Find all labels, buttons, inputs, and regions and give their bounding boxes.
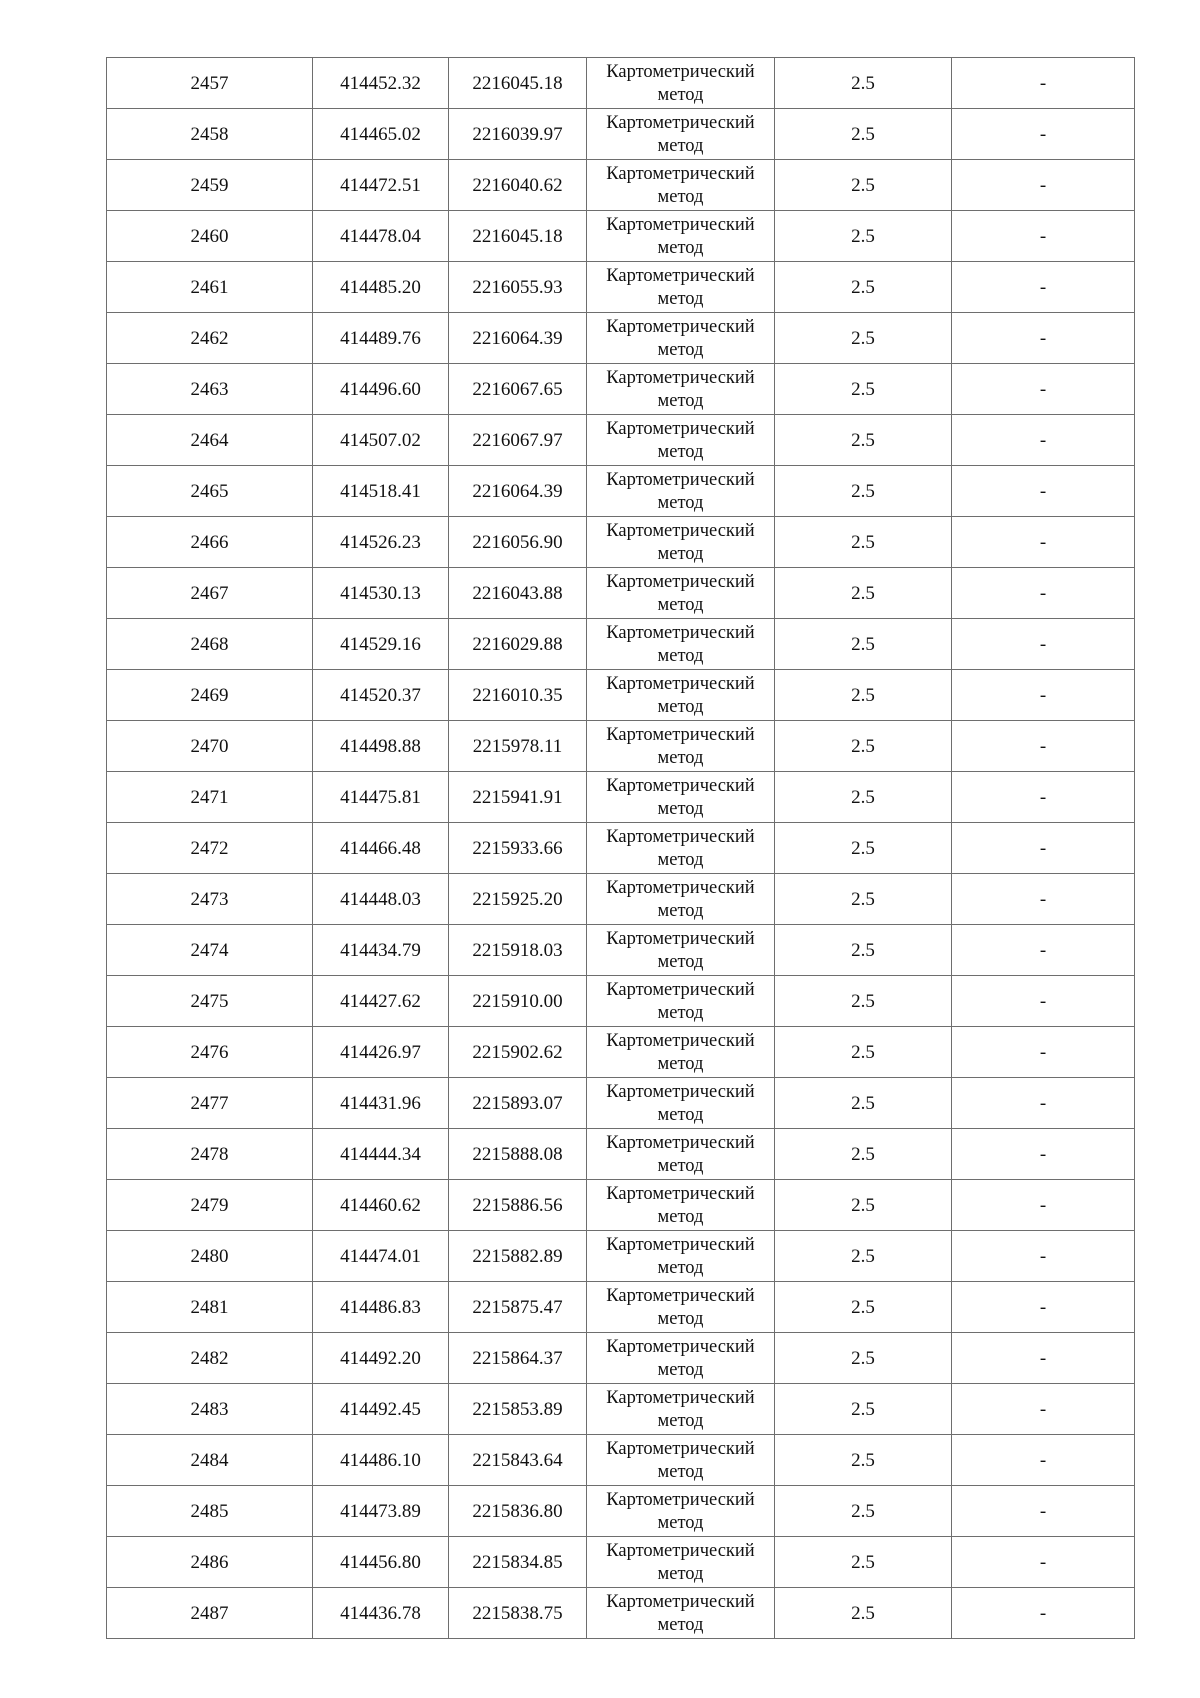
- coordinates-table: [106, 57, 1135, 1639]
- method-label-line2: метод: [657, 544, 704, 564]
- method-label-line1: Картометрический: [606, 1184, 755, 1204]
- x-coordinate-cell: 414472.51: [313, 160, 449, 211]
- accuracy-cell: 2.5: [775, 823, 952, 874]
- point-number-cell: 2461: [107, 262, 313, 313]
- method-cell: [587, 364, 775, 415]
- note-cell: -: [952, 1333, 1135, 1384]
- point-number-cell: 2487: [107, 1588, 313, 1639]
- table-row: [107, 313, 1135, 364]
- method-label-line1: Картометрический: [606, 572, 755, 592]
- note-cell: -: [952, 1180, 1135, 1231]
- y-coordinate-cell: 2215902.62: [449, 1027, 587, 1078]
- note-cell: -: [952, 823, 1135, 874]
- method-label-line1: Картометрический: [606, 776, 755, 796]
- method-cell: [587, 466, 775, 517]
- table-row: [107, 1180, 1135, 1231]
- x-coordinate-cell: 414460.62: [313, 1180, 449, 1231]
- note-cell: -: [952, 211, 1135, 262]
- accuracy-cell: 2.5: [775, 1180, 952, 1231]
- note-cell: -: [952, 1231, 1135, 1282]
- method-cell: [587, 721, 775, 772]
- y-coordinate-cell: 2215853.89: [449, 1384, 587, 1435]
- method-cell: [587, 1078, 775, 1129]
- method-cell: [587, 1231, 775, 1282]
- table-row: [107, 1027, 1135, 1078]
- method-label-line1: Картометрический: [606, 929, 755, 949]
- y-coordinate-cell: 2215875.47: [449, 1282, 587, 1333]
- method-label-line1: Картометрический: [606, 470, 755, 490]
- accuracy-cell: 2.5: [775, 1129, 952, 1180]
- x-coordinate-cell: 414475.81: [313, 772, 449, 823]
- method-label-line1: Картометрический: [606, 1286, 755, 1306]
- table-row: [107, 1486, 1135, 1537]
- point-number-cell: 2486: [107, 1537, 313, 1588]
- x-coordinate-cell: 414427.62: [313, 976, 449, 1027]
- method-cell: [587, 1384, 775, 1435]
- method-label-line1: Картометрический: [606, 1082, 755, 1102]
- point-number-cell: 2465: [107, 466, 313, 517]
- method-label-line1: Картометрический: [606, 521, 755, 541]
- accuracy-cell: 2.5: [775, 1537, 952, 1588]
- method-cell: [587, 517, 775, 568]
- method-cell: [587, 1537, 775, 1588]
- table-row: [107, 1129, 1135, 1180]
- point-number-cell: 2471: [107, 772, 313, 823]
- table-row: [107, 415, 1135, 466]
- accuracy-cell: 2.5: [775, 1027, 952, 1078]
- method-cell: [587, 109, 775, 160]
- point-number-cell: 2478: [107, 1129, 313, 1180]
- table-row: [107, 1231, 1135, 1282]
- x-coordinate-cell: 414431.96: [313, 1078, 449, 1129]
- point-number-cell: 2462: [107, 313, 313, 364]
- method-cell: [587, 1027, 775, 1078]
- accuracy-cell: 2.5: [775, 976, 952, 1027]
- x-coordinate-cell: 414526.23: [313, 517, 449, 568]
- method-label-line2: метод: [657, 1258, 704, 1278]
- point-number-cell: 2458: [107, 109, 313, 160]
- y-coordinate-cell: 2215886.56: [449, 1180, 587, 1231]
- table-row: [107, 58, 1135, 109]
- method-label-line1: Картометрический: [606, 1031, 755, 1051]
- method-label-line2: метод: [657, 1513, 704, 1533]
- method-cell: [587, 1129, 775, 1180]
- table-row: [107, 160, 1135, 211]
- y-coordinate-cell: 2216010.35: [449, 670, 587, 721]
- table-row: [107, 1078, 1135, 1129]
- method-label-line2: метод: [657, 289, 704, 309]
- y-coordinate-cell: 2215941.91: [449, 772, 587, 823]
- method-label-line1: Картометрический: [606, 317, 755, 337]
- point-number-cell: 2470: [107, 721, 313, 772]
- accuracy-cell: 2.5: [775, 619, 952, 670]
- y-coordinate-cell: 2215834.85: [449, 1537, 587, 1588]
- note-cell: -: [952, 364, 1135, 415]
- accuracy-cell: 2.5: [775, 721, 952, 772]
- accuracy-cell: 2.5: [775, 925, 952, 976]
- table-row: [107, 109, 1135, 160]
- method-label-line2: метод: [657, 1309, 704, 1329]
- accuracy-cell: 2.5: [775, 1078, 952, 1129]
- y-coordinate-cell: 2215864.37: [449, 1333, 587, 1384]
- point-number-cell: 2469: [107, 670, 313, 721]
- y-coordinate-cell: 2215882.89: [449, 1231, 587, 1282]
- method-cell: [587, 1333, 775, 1384]
- x-coordinate-cell: 414465.02: [313, 109, 449, 160]
- accuracy-cell: 2.5: [775, 313, 952, 364]
- y-coordinate-cell: 2216045.18: [449, 58, 587, 109]
- accuracy-cell: 2.5: [775, 1333, 952, 1384]
- method-label-line1: Картометрический: [606, 62, 755, 82]
- method-cell: [587, 823, 775, 874]
- accuracy-cell: 2.5: [775, 1282, 952, 1333]
- method-label-line2: метод: [657, 1411, 704, 1431]
- note-cell: -: [952, 1588, 1135, 1639]
- point-number-cell: 2473: [107, 874, 313, 925]
- point-number-cell: 2468: [107, 619, 313, 670]
- method-cell: [587, 976, 775, 1027]
- x-coordinate-cell: 414436.78: [313, 1588, 449, 1639]
- note-cell: -: [952, 976, 1135, 1027]
- x-coordinate-cell: 414489.76: [313, 313, 449, 364]
- method-label-line2: метод: [657, 952, 704, 972]
- accuracy-cell: 2.5: [775, 211, 952, 262]
- table-row: [107, 670, 1135, 721]
- accuracy-cell: 2.5: [775, 160, 952, 211]
- method-label-line1: Картометрический: [606, 215, 755, 235]
- table-row: [107, 976, 1135, 1027]
- point-number-cell: 2484: [107, 1435, 313, 1486]
- method-label-line2: метод: [657, 1156, 704, 1176]
- coordinates-table-body: [107, 58, 1135, 1639]
- method-label-line1: Картометрический: [606, 1490, 755, 1510]
- note-cell: -: [952, 925, 1135, 976]
- point-number-cell: 2457: [107, 58, 313, 109]
- x-coordinate-cell: 414448.03: [313, 874, 449, 925]
- x-coordinate-cell: 414492.20: [313, 1333, 449, 1384]
- method-label-line2: метод: [657, 1207, 704, 1227]
- x-coordinate-cell: 414498.88: [313, 721, 449, 772]
- method-label-line2: метод: [657, 697, 704, 717]
- method-cell: [587, 619, 775, 670]
- method-label-line1: Картометрический: [606, 1235, 755, 1255]
- table-row: [107, 1333, 1135, 1384]
- y-coordinate-cell: 2216064.39: [449, 466, 587, 517]
- note-cell: -: [952, 1537, 1135, 1588]
- table-row: [107, 823, 1135, 874]
- method-label-line1: Картометрический: [606, 1388, 755, 1408]
- method-cell: [587, 1588, 775, 1639]
- table-row: [107, 364, 1135, 415]
- x-coordinate-cell: 414478.04: [313, 211, 449, 262]
- method-cell: [587, 211, 775, 262]
- method-label-line2: метод: [657, 901, 704, 921]
- note-cell: -: [952, 415, 1135, 466]
- note-cell: -: [952, 619, 1135, 670]
- accuracy-cell: 2.5: [775, 568, 952, 619]
- y-coordinate-cell: 2215843.64: [449, 1435, 587, 1486]
- y-coordinate-cell: 2215836.80: [449, 1486, 587, 1537]
- method-cell: [587, 670, 775, 721]
- x-coordinate-cell: 414452.32: [313, 58, 449, 109]
- point-number-cell: 2463: [107, 364, 313, 415]
- point-number-cell: 2481: [107, 1282, 313, 1333]
- x-coordinate-cell: 414485.20: [313, 262, 449, 313]
- y-coordinate-cell: 2216040.62: [449, 160, 587, 211]
- method-cell: [587, 415, 775, 466]
- point-number-cell: 2479: [107, 1180, 313, 1231]
- y-coordinate-cell: 2215893.07: [449, 1078, 587, 1129]
- method-label-line2: метод: [657, 1054, 704, 1074]
- x-coordinate-cell: 414492.45: [313, 1384, 449, 1435]
- method-cell: [587, 925, 775, 976]
- method-label-line1: Картометрический: [606, 1133, 755, 1153]
- note-cell: -: [952, 1282, 1135, 1333]
- y-coordinate-cell: 2215838.75: [449, 1588, 587, 1639]
- method-cell: [587, 1435, 775, 1486]
- method-label-line2: метод: [657, 1462, 704, 1482]
- point-number-cell: 2480: [107, 1231, 313, 1282]
- accuracy-cell: 2.5: [775, 1384, 952, 1435]
- x-coordinate-cell: 414520.37: [313, 670, 449, 721]
- method-label-line1: Картометрический: [606, 1439, 755, 1459]
- method-label-line1: Картометрический: [606, 113, 755, 133]
- table-row: [107, 721, 1135, 772]
- point-number-cell: 2482: [107, 1333, 313, 1384]
- method-label-line2: метод: [657, 1003, 704, 1023]
- method-cell: [587, 313, 775, 364]
- method-cell: [587, 1180, 775, 1231]
- note-cell: -: [952, 109, 1135, 160]
- accuracy-cell: 2.5: [775, 466, 952, 517]
- y-coordinate-cell: 2215918.03: [449, 925, 587, 976]
- note-cell: -: [952, 466, 1135, 517]
- x-coordinate-cell: 414444.34: [313, 1129, 449, 1180]
- accuracy-cell: 2.5: [775, 58, 952, 109]
- method-label-line1: Картометрический: [606, 164, 755, 184]
- method-cell: [587, 772, 775, 823]
- x-coordinate-cell: 414456.80: [313, 1537, 449, 1588]
- note-cell: -: [952, 262, 1135, 313]
- table-row: [107, 925, 1135, 976]
- x-coordinate-cell: 414466.48: [313, 823, 449, 874]
- x-coordinate-cell: 414496.60: [313, 364, 449, 415]
- accuracy-cell: 2.5: [775, 109, 952, 160]
- method-cell: [587, 1282, 775, 1333]
- note-cell: -: [952, 1027, 1135, 1078]
- method-label-line2: метод: [657, 1564, 704, 1584]
- point-number-cell: 2464: [107, 415, 313, 466]
- x-coordinate-cell: 414474.01: [313, 1231, 449, 1282]
- table-row: [107, 1384, 1135, 1435]
- accuracy-cell: 2.5: [775, 1435, 952, 1486]
- method-label-line1: Картометрический: [606, 368, 755, 388]
- y-coordinate-cell: 2215933.66: [449, 823, 587, 874]
- note-cell: -: [952, 874, 1135, 925]
- accuracy-cell: 2.5: [775, 1588, 952, 1639]
- point-number-cell: 2476: [107, 1027, 313, 1078]
- table-row: [107, 1435, 1135, 1486]
- point-number-cell: 2460: [107, 211, 313, 262]
- method-label-line2: метод: [657, 1105, 704, 1125]
- method-label-line1: Картометрический: [606, 827, 755, 847]
- x-coordinate-cell: 414530.13: [313, 568, 449, 619]
- method-label-line2: метод: [657, 340, 704, 360]
- method-label-line2: метод: [657, 85, 704, 105]
- y-coordinate-cell: 2215888.08: [449, 1129, 587, 1180]
- table-row: [107, 619, 1135, 670]
- x-coordinate-cell: 414518.41: [313, 466, 449, 517]
- accuracy-cell: 2.5: [775, 262, 952, 313]
- method-label-line1: Картометрический: [606, 419, 755, 439]
- accuracy-cell: 2.5: [775, 772, 952, 823]
- point-number-cell: 2485: [107, 1486, 313, 1537]
- x-coordinate-cell: 414473.89: [313, 1486, 449, 1537]
- y-coordinate-cell: 2216067.65: [449, 364, 587, 415]
- y-coordinate-cell: 2215978.11: [449, 721, 587, 772]
- y-coordinate-cell: 2216043.88: [449, 568, 587, 619]
- y-coordinate-cell: 2215910.00: [449, 976, 587, 1027]
- note-cell: -: [952, 772, 1135, 823]
- method-cell: [587, 874, 775, 925]
- y-coordinate-cell: 2216067.97: [449, 415, 587, 466]
- point-number-cell: 2466: [107, 517, 313, 568]
- note-cell: -: [952, 568, 1135, 619]
- method-label-line2: метод: [657, 238, 704, 258]
- method-cell: [587, 1486, 775, 1537]
- method-label-line1: Картометрический: [606, 674, 755, 694]
- method-label-line2: метод: [657, 646, 704, 666]
- x-coordinate-cell: 414486.10: [313, 1435, 449, 1486]
- method-label-line1: Картометрический: [606, 266, 755, 286]
- note-cell: -: [952, 1129, 1135, 1180]
- method-label-line1: Картометрический: [606, 1592, 755, 1612]
- note-cell: -: [952, 517, 1135, 568]
- x-coordinate-cell: 414426.97: [313, 1027, 449, 1078]
- note-cell: -: [952, 1435, 1135, 1486]
- method-cell: [587, 160, 775, 211]
- method-label-line2: метод: [657, 799, 704, 819]
- y-coordinate-cell: 2216039.97: [449, 109, 587, 160]
- accuracy-cell: 2.5: [775, 1486, 952, 1537]
- method-label-line2: метод: [657, 850, 704, 870]
- x-coordinate-cell: 414486.83: [313, 1282, 449, 1333]
- method-cell: [587, 58, 775, 109]
- table-row: [107, 1282, 1135, 1333]
- method-label-line1: Картометрический: [606, 1541, 755, 1561]
- method-label-line2: метод: [657, 391, 704, 411]
- accuracy-cell: 2.5: [775, 517, 952, 568]
- x-coordinate-cell: 414529.16: [313, 619, 449, 670]
- method-label-line1: Картометрический: [606, 1337, 755, 1357]
- x-coordinate-cell: 414434.79: [313, 925, 449, 976]
- table-row: [107, 517, 1135, 568]
- table-row: [107, 772, 1135, 823]
- table-row: [107, 262, 1135, 313]
- y-coordinate-cell: 2216064.39: [449, 313, 587, 364]
- method-label-line1: Картометрический: [606, 623, 755, 643]
- accuracy-cell: 2.5: [775, 1231, 952, 1282]
- method-label-line2: метод: [657, 1615, 704, 1635]
- method-cell: [587, 262, 775, 313]
- note-cell: -: [952, 1384, 1135, 1435]
- method-label-line1: Картометрический: [606, 725, 755, 745]
- table-row: [107, 568, 1135, 619]
- table-row: [107, 874, 1135, 925]
- point-number-cell: 2472: [107, 823, 313, 874]
- table-row: [107, 466, 1135, 517]
- method-label-line2: метод: [657, 595, 704, 615]
- point-number-cell: 2483: [107, 1384, 313, 1435]
- method-label-line2: метод: [657, 748, 704, 768]
- method-label-line2: метод: [657, 136, 704, 156]
- accuracy-cell: 2.5: [775, 874, 952, 925]
- table-row: [107, 1588, 1135, 1639]
- note-cell: -: [952, 160, 1135, 211]
- y-coordinate-cell: 2216056.90: [449, 517, 587, 568]
- method-label-line2: метод: [657, 442, 704, 462]
- table-row: [107, 1537, 1135, 1588]
- method-label-line1: Картометрический: [606, 878, 755, 898]
- point-number-cell: 2477: [107, 1078, 313, 1129]
- method-label-line2: метод: [657, 187, 704, 207]
- note-cell: -: [952, 721, 1135, 772]
- y-coordinate-cell: 2216045.18: [449, 211, 587, 262]
- accuracy-cell: 2.5: [775, 670, 952, 721]
- point-number-cell: 2475: [107, 976, 313, 1027]
- accuracy-cell: 2.5: [775, 364, 952, 415]
- method-label-line2: метод: [657, 493, 704, 513]
- method-label-line1: Картометрический: [606, 980, 755, 1000]
- method-cell: [587, 568, 775, 619]
- accuracy-cell: 2.5: [775, 415, 952, 466]
- note-cell: -: [952, 1486, 1135, 1537]
- y-coordinate-cell: 2216029.88: [449, 619, 587, 670]
- note-cell: -: [952, 58, 1135, 109]
- point-number-cell: 2467: [107, 568, 313, 619]
- table-row: [107, 211, 1135, 262]
- point-number-cell: 2474: [107, 925, 313, 976]
- y-coordinate-cell: 2216055.93: [449, 262, 587, 313]
- point-number-cell: 2459: [107, 160, 313, 211]
- method-label-line2: метод: [657, 1360, 704, 1380]
- note-cell: -: [952, 670, 1135, 721]
- note-cell: -: [952, 1078, 1135, 1129]
- note-cell: -: [952, 313, 1135, 364]
- y-coordinate-cell: 2215925.20: [449, 874, 587, 925]
- x-coordinate-cell: 414507.02: [313, 415, 449, 466]
